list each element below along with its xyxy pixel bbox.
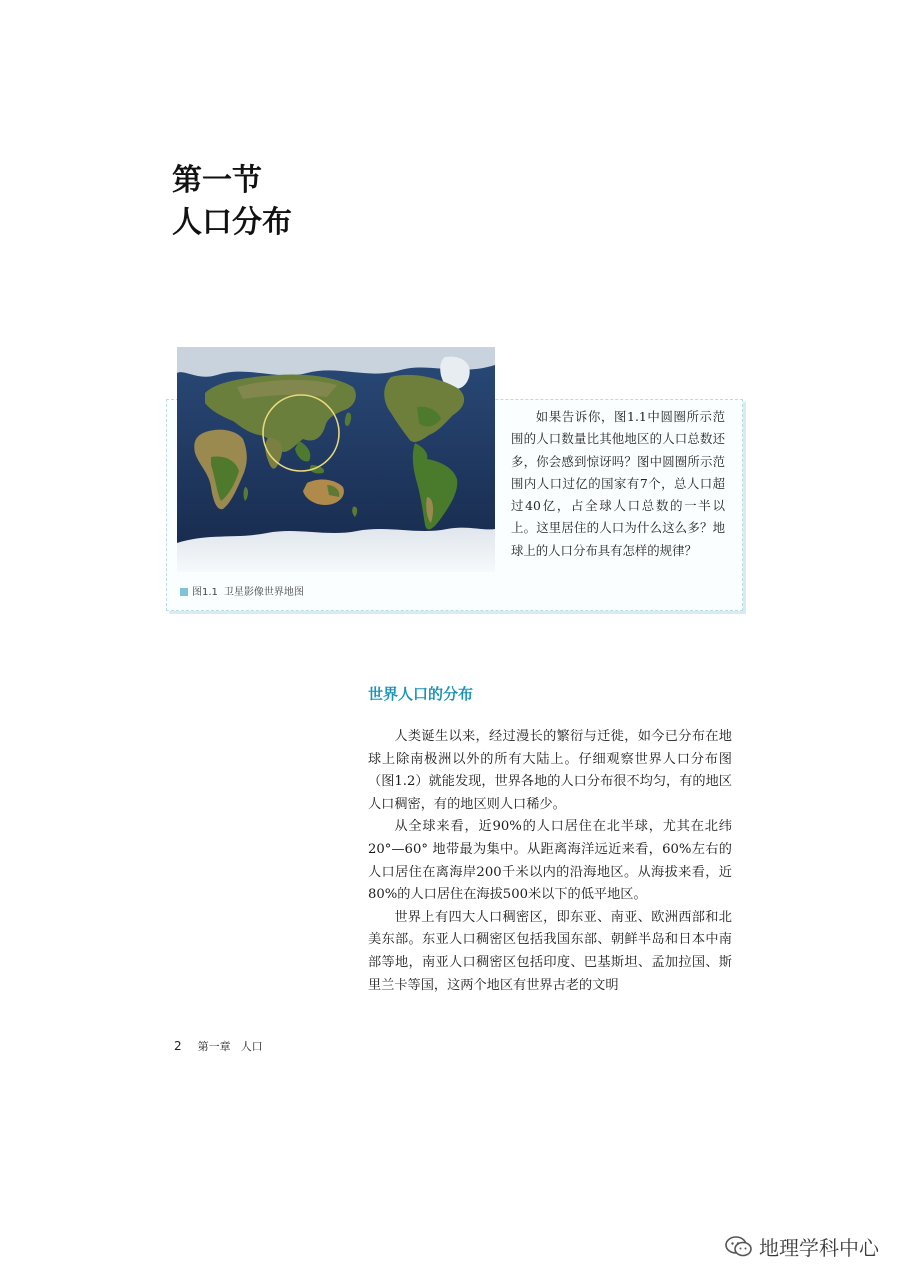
chapter-name: 人口: [240, 1040, 263, 1053]
satellite-world-map: [177, 347, 495, 572]
paragraph-3: 世界上有四大人口稠密区，即东亚、南亚、欧洲西部和北美东部。东亚人口稠密区包括我国东部、朝鲜半岛和日本中南部等地，南亚人口稠密区包括印度、巴基斯坦、孟加拉国、斯里兰卡等国，这两个地区有世界古老的文明: [368, 909, 732, 993]
chapter-number: 第一章: [197, 1040, 231, 1053]
wechat-account-name: 地理学科中心: [759, 1236, 879, 1260]
subsection-heading: 世界人口的分布: [368, 685, 474, 703]
question-box: [511, 406, 725, 562]
caption-marker-icon: [180, 588, 188, 596]
page-number: 2: [174, 1039, 182, 1053]
wechat-watermark: [725, 1232, 879, 1261]
world-map-satellite-icon: [177, 347, 495, 572]
section-number: 第一节: [172, 163, 262, 198]
page-footer: [174, 1038, 263, 1054]
paragraph-1: 人类诞生以来，经过漫长的繁衍与迁徙，如今已分布在地球上除南极洲以外的所有大陆上。仔细观察世界人口分布图（图1.2）就能发现，世界各地的人口分布很不均匀，有的地区人口稠密，有的地区则人口稀少。: [368, 729, 732, 812]
question-text: 如果告诉你，图1.1中圆圈所示范围的人口数量比其他地区的人口总数还多，你会感到惊讶吗？图中圆圈所示范围内人口过亿的国家有7个，总人口超过40亿，占全球人口总数的一半以上。这里居住的人口为什么这么多？地球上的人口分布具有怎样的规律？: [511, 409, 725, 558]
paragraph-2: 从全球来看，近90%的人口居住在北半球，尤其在北纬20°—60° 地带最为集中。从距离海洋远近来看，60%左右的人口居住在离海岸200千米以内的沿海地区。从海拔来看，近80%的人口居住在海拔500米以下的低平地区。: [368, 819, 732, 903]
figure-caption: [180, 583, 304, 598]
figure-number: 图1.1: [192, 587, 218, 598]
body-text: [368, 726, 732, 997]
section-title: [172, 160, 292, 244]
figure-caption-text: 卫星影像世界地图: [223, 587, 304, 598]
wechat-icon: [725, 1236, 753, 1258]
section-name: 人口分布: [172, 205, 292, 240]
